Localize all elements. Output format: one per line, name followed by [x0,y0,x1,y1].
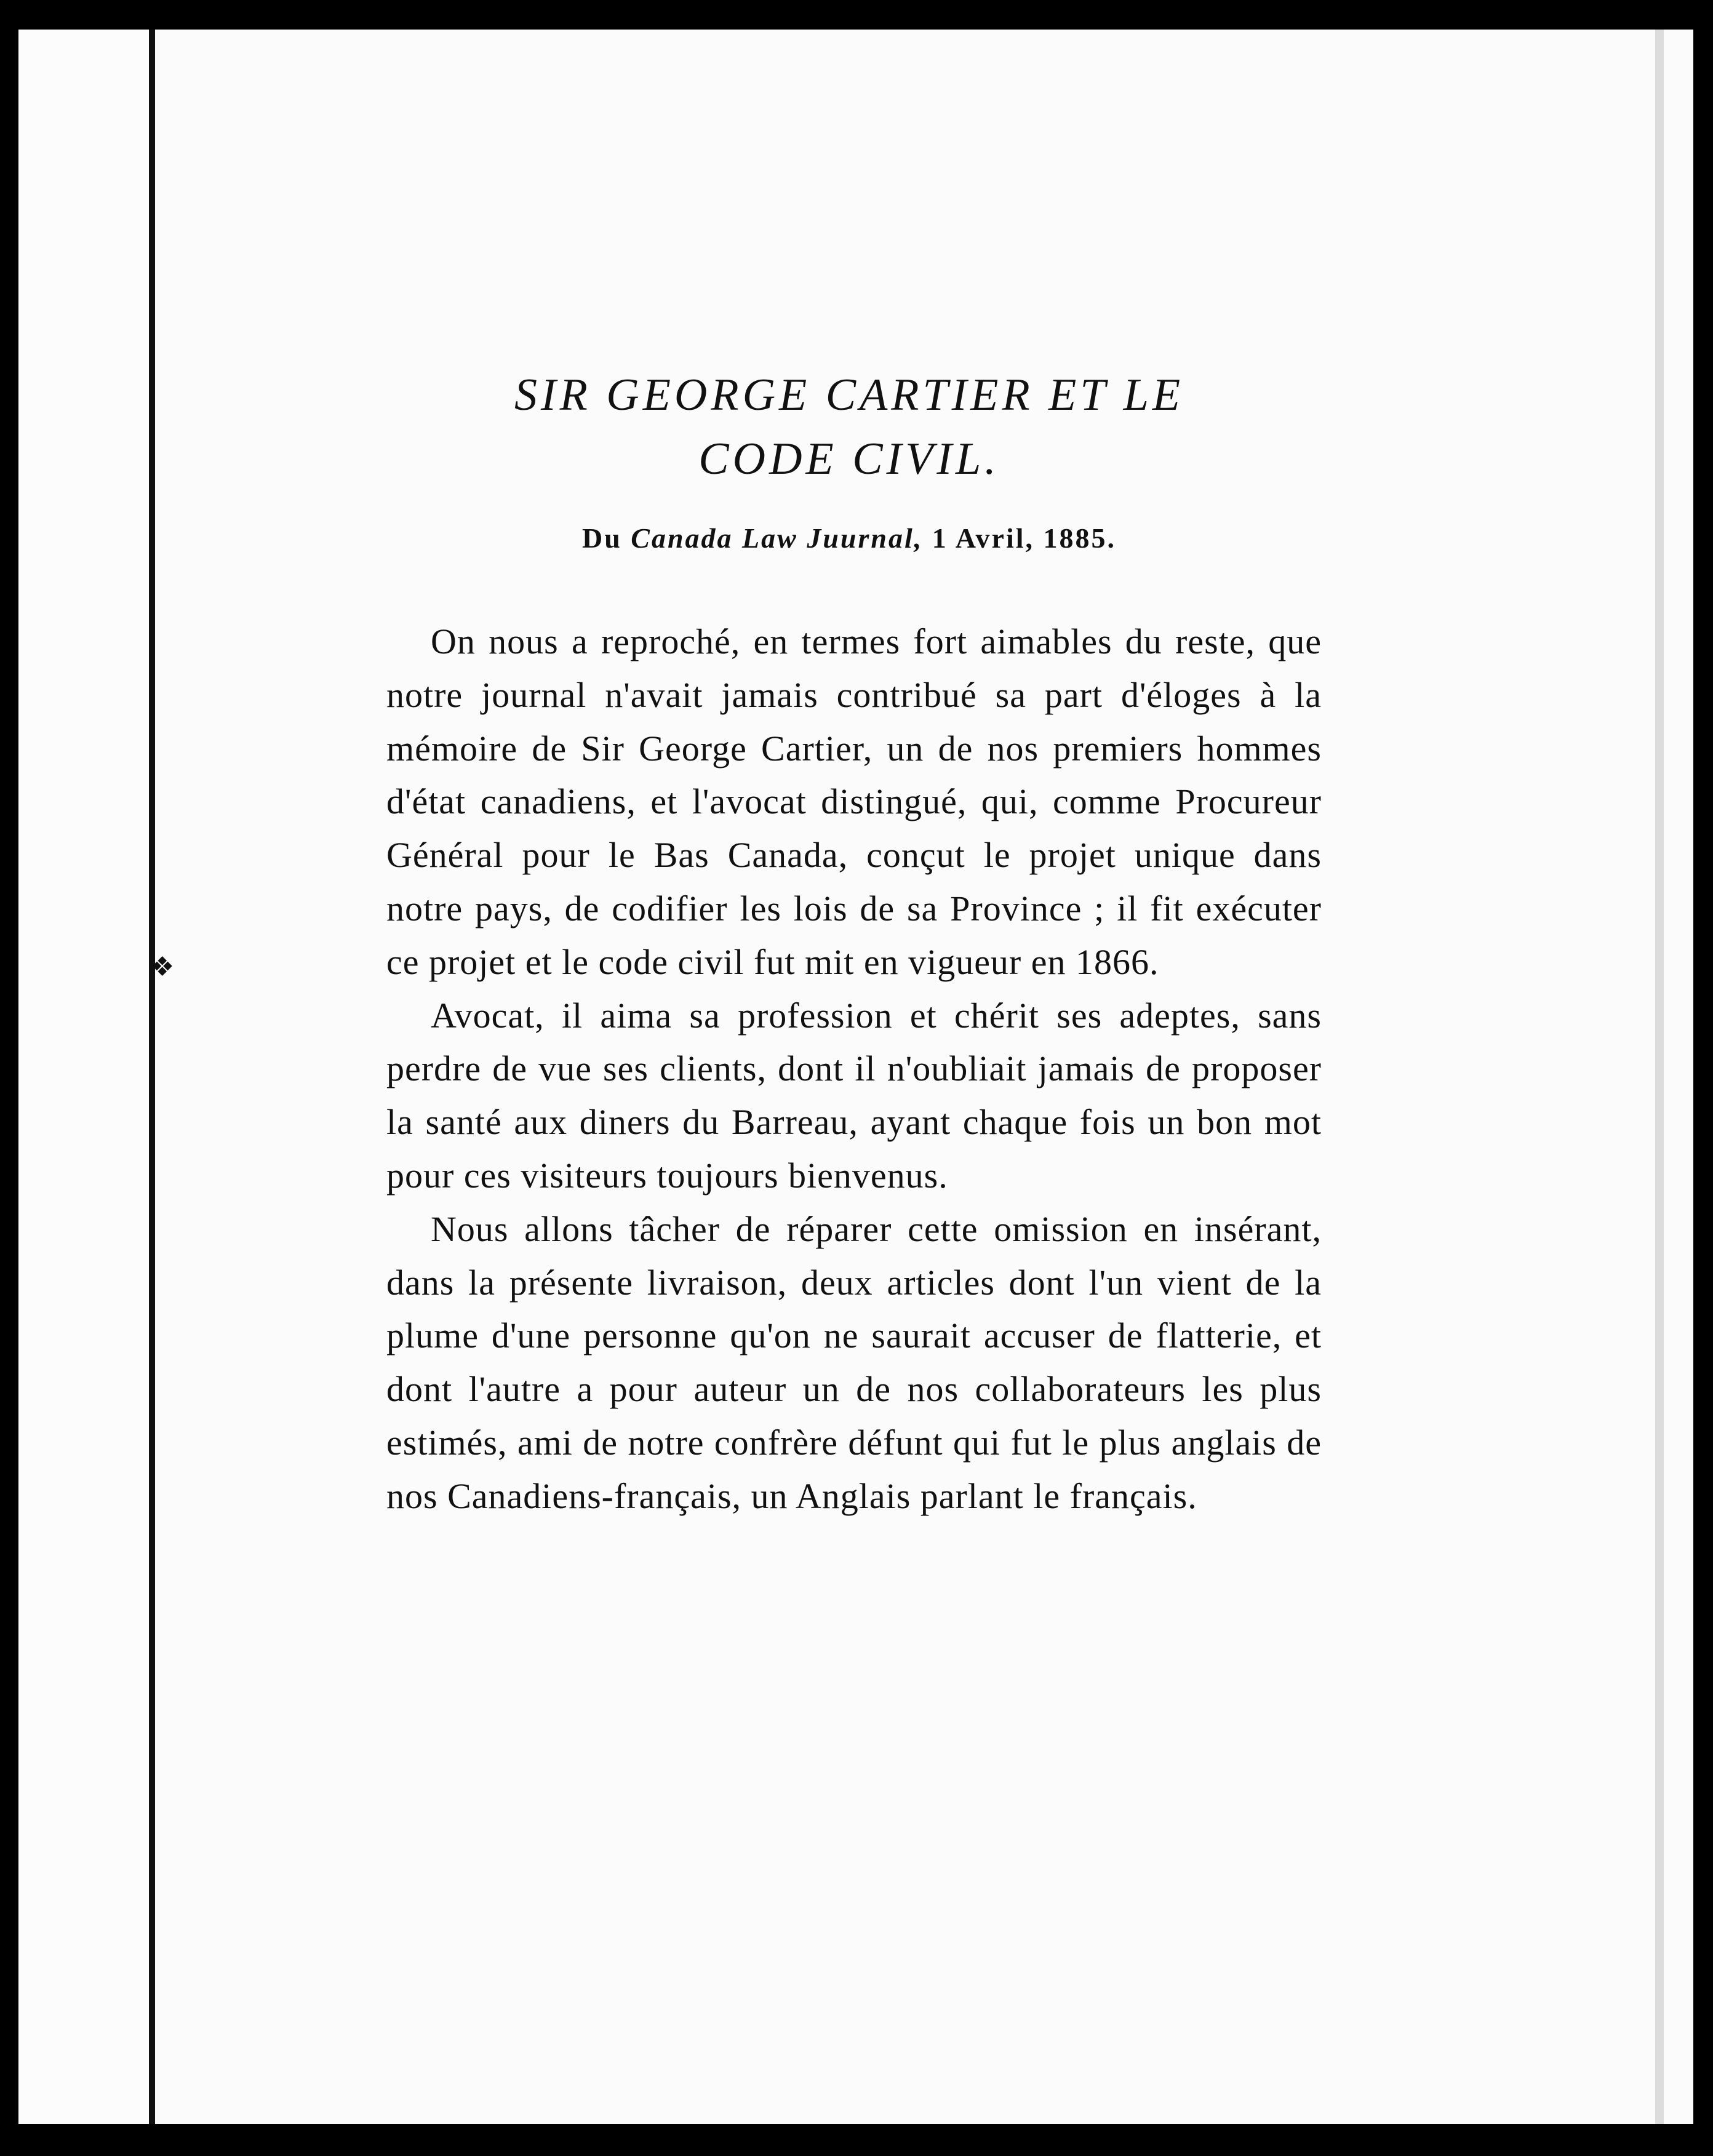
source-prefix: Du [581,522,622,554]
scan-border-left [0,0,18,2156]
article-body [386,615,1322,1523]
scan-border-right [1693,0,1713,2156]
paragraph-1: On nous a reproché, en termes fort aimables du reste, que notre journal n'avait jamais contribué sa part d'éloges à la mémoire de Sir George Cartier, un de nos premiers hommes d'état canadiens, et l'avocat distingué, qui, comme Procureur Général pour le Bas Canada, conçut le projet unique dans notre pays, de codifier les lois de sa Province ; il fit exécuter ce projet et le code civil fut mit en vigueur en 1866. [386,621,1322,982]
scan-border-bottom [0,2124,1713,2156]
article-title [381,363,1317,491]
source-citation [381,522,1317,554]
source-journal: Canada Law Juurnal, [631,522,924,554]
title-line-2: CODE CIVIL. [698,434,1000,484]
page-edge-shadow [1655,30,1664,2124]
source-date: 1 Avril, 1885. [932,522,1117,554]
paragraph-3: Nous allons tâcher de réparer cette omission en insérant, dans la présente livraison, deux articles dont l'un vient de la plume d'une personne qu'on ne saurait accuser de flatterie, et dont l'autre a pour auteur un de nos collaborateurs les plus estimés, ami de notre confrère défunt qui fut le plus anglais de nos Canadiens-français, un Anglais parlant le français. [386,1208,1322,1516]
binding-mark: ❖ [150,952,175,982]
paragraph-2: Avocat, il aima sa profession et chérit ses adeptes, sans perdre de vue ses clients, dont il n'oubliait jamais de proposer la santé aux diners du Barreau, ayant chaque fois un bon mot pour ces visiteurs toujours bienvenus. [386,995,1322,1196]
scan-border-top [0,0,1713,30]
binding-gutter-line [149,30,155,2124]
title-line-1: SIR GEORGE CARTIER ET LE [514,370,1184,420]
